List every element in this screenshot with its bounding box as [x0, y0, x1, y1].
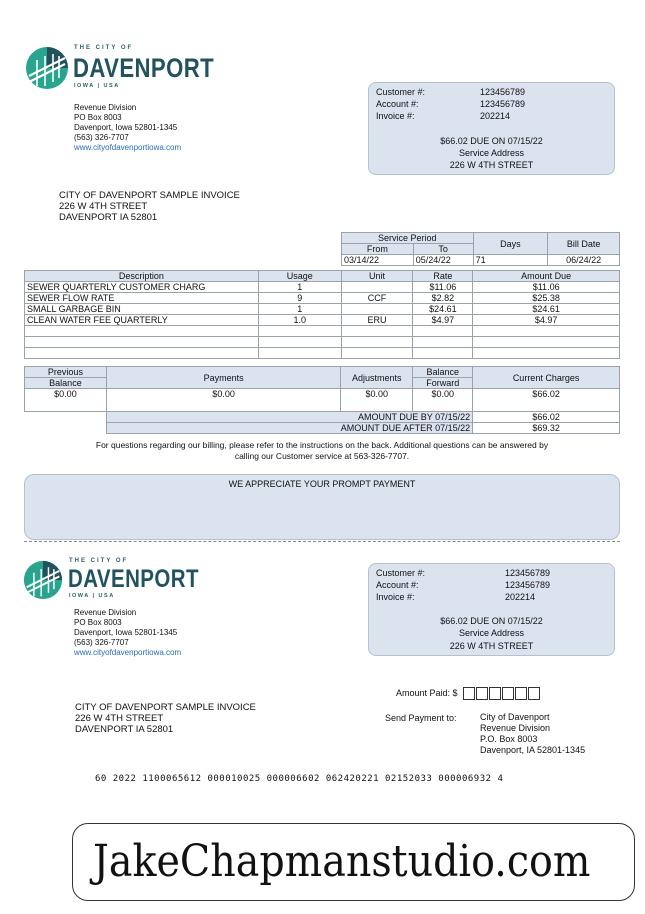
usage-header: Usage	[258, 271, 341, 282]
send-payment-label: Send Payment to:	[385, 713, 457, 723]
description-header: Description	[25, 271, 259, 282]
table-row	[25, 315, 620, 326]
davenport-logo-mark	[25, 46, 69, 90]
bill-date: 06/24/22	[548, 255, 620, 266]
amount-digit-box[interactable]	[476, 687, 488, 700]
table-row	[25, 304, 620, 315]
charge-unit	[341, 282, 413, 293]
website-link[interactable]: www.cityofdavenportiowa.com	[74, 143, 182, 152]
service-address-label: Service Address	[458, 148, 525, 158]
amount-due-by: $66.02	[473, 412, 620, 423]
davenport-logo-mark	[23, 560, 63, 600]
invoice-label: Invoice #:	[376, 111, 415, 121]
watermark-text: JakeChapmanstudio.com	[93, 836, 591, 887]
empty-row	[25, 337, 620, 348]
current-charges-header: Current Charges	[473, 367, 620, 389]
current-charges: $66.02	[473, 389, 620, 412]
adjustments-header: Adjustments	[341, 367, 413, 389]
customer-number: 123456789	[480, 87, 526, 97]
balance-header: Balance	[25, 378, 107, 389]
invoice-number: 202214	[480, 111, 511, 121]
tear-line	[24, 541, 620, 542]
amount-digit-box[interactable]	[528, 687, 540, 700]
service-address: 226 W 4TH STREET	[449, 641, 534, 651]
logo-region: IOWA | USA	[69, 593, 115, 599]
charge-unit	[341, 304, 413, 315]
charge-unit: CCF	[341, 293, 413, 304]
customer-label: Customer #:	[376, 87, 426, 97]
logo-davenport: DAVENPORT	[68, 565, 199, 593]
customer-number: 123456789	[505, 568, 551, 578]
amount-due-after-label: AMOUNT DUE AFTER 07/15/22	[106, 423, 472, 434]
days-header: Days	[473, 233, 548, 255]
due-line: $66.02 DUE ON 07/15/22	[440, 136, 543, 146]
appreciation-box	[24, 474, 620, 540]
logo-the-city-of: THE CITY OF	[69, 558, 129, 564]
previous-header: Previous	[25, 367, 107, 378]
amount-digit-box[interactable]	[502, 687, 514, 700]
stub-recipient-address: CITY OF DAVENPORT SAMPLE INVOICE 226 W 4TH STREET DAVENPORT IA 52801	[75, 702, 256, 735]
service-address: 226 W 4TH STREET	[449, 160, 534, 170]
period-to: 05/24/22	[413, 255, 473, 266]
charge-description: SMALL GARBAGE BIN	[25, 304, 259, 315]
charge-amount: $4.97	[473, 315, 620, 326]
payments: $0.00	[106, 389, 340, 412]
account-label: Account #:	[376, 580, 419, 590]
balance-forward-header-1: Balance	[413, 367, 473, 378]
charge-usage: 1	[258, 282, 341, 293]
amount-paid-row	[396, 687, 541, 700]
charges-table	[24, 270, 620, 359]
adjustments: $0.00	[341, 389, 413, 412]
send-payment-address: City of Davenport Revenue Division P.O. Box 8003 Davenport, IA 52801-1345	[480, 712, 586, 755]
stub-account-info-box	[368, 563, 615, 656]
invoice-label: Invoice #:	[376, 592, 415, 602]
rate-header: Rate	[413, 271, 473, 282]
charge-description: SEWER FLOW RATE	[25, 293, 259, 304]
logo-the-city-of: THE CITY OF	[74, 45, 134, 51]
watermark-banner	[72, 823, 635, 901]
empty-row	[25, 326, 620, 337]
charge-rate: $24.61	[413, 304, 473, 315]
account-label: Account #:	[376, 99, 419, 109]
charge-usage: 1.0	[258, 315, 341, 326]
charge-amount: $24.61	[473, 304, 620, 315]
appreciation-text: WE APPRECIATE YOUR PROMPT PAYMENT	[228, 479, 416, 489]
amount-digit-box[interactable]	[515, 687, 527, 700]
invoice-number: 202214	[505, 592, 536, 602]
billing-notice: For questions regarding our billing, please refer to the instructions on the back. Additional questions can be answered by calling our Customer service at 563-326-7707.	[95, 440, 549, 461]
empty-row	[25, 348, 620, 359]
service-address-label: Service Address	[458, 628, 525, 638]
website-link[interactable]: www.cityofdavenportiowa.com	[74, 648, 182, 657]
charge-usage: 9	[258, 293, 341, 304]
amount-due-by-label: AMOUNT DUE BY 07/15/22	[106, 412, 472, 423]
amount-due-header: Amount Due	[473, 271, 620, 282]
logo-region: IOWA | USA	[74, 83, 120, 89]
previous-balance: $0.00	[25, 389, 107, 412]
balance-forward-header-2: Forward	[413, 378, 473, 389]
service-period-header: Service Period	[342, 233, 474, 244]
table-row	[25, 282, 620, 293]
charge-description: SEWER QUARTERLY CUSTOMER CHARG	[25, 282, 259, 293]
charge-rate: $11.06	[413, 282, 473, 293]
to-header: To	[413, 244, 473, 255]
amount-paid-label: Amount Paid: $	[396, 687, 458, 698]
balance-forward: $0.00	[413, 389, 473, 412]
payments-header: Payments	[106, 367, 340, 389]
amount-due-after: $69.32	[473, 423, 620, 434]
charge-rate: $4.97	[413, 315, 473, 326]
amount-digit-box[interactable]	[463, 687, 475, 700]
account-info-box	[368, 82, 615, 175]
amount-digit-box[interactable]	[489, 687, 501, 700]
customer-label: Customer #:	[376, 568, 426, 578]
account-number: 123456789	[505, 580, 551, 590]
charge-description: CLEAN WATER FEE QUARTERLY	[25, 315, 259, 326]
due-line: $66.02 DUE ON 07/15/22	[440, 616, 543, 626]
return-address: Revenue Division PO Box 8003 Davenport, Iowa 52801-1345 (563) 326-7707 www.cityofdavenportiowa.com	[74, 103, 182, 152]
account-number: 123456789	[480, 99, 526, 109]
charge-usage: 1	[258, 304, 341, 315]
service-period-table	[341, 232, 620, 266]
unit-header: Unit	[341, 271, 413, 282]
micr-scan-line: 60 2022 1100065612 000010025 000006602 062420221 02152033 000006932 4	[95, 774, 504, 784]
logo-davenport: DAVENPORT	[73, 53, 215, 83]
charge-amount: $11.06	[473, 282, 620, 293]
charge-amount: $25.38	[473, 293, 620, 304]
table-row	[25, 293, 620, 304]
charge-unit: ERU	[341, 315, 413, 326]
recipient-address: CITY OF DAVENPORT SAMPLE INVOICE 226 W 4TH STREET DAVENPORT IA 52801	[59, 190, 240, 223]
bill-date-header: Bill Date	[548, 233, 620, 255]
period-days: 71	[473, 255, 548, 266]
summary-table	[24, 366, 620, 434]
period-from: 03/14/22	[342, 255, 414, 266]
charge-rate: $2.82	[413, 293, 473, 304]
stub-return-address: Revenue Division PO Box 8003 Davenport, Iowa 52801-1345 (563) 326-7707 www.cityofdavenportiowa.com	[74, 608, 182, 657]
from-header: From	[342, 244, 414, 255]
